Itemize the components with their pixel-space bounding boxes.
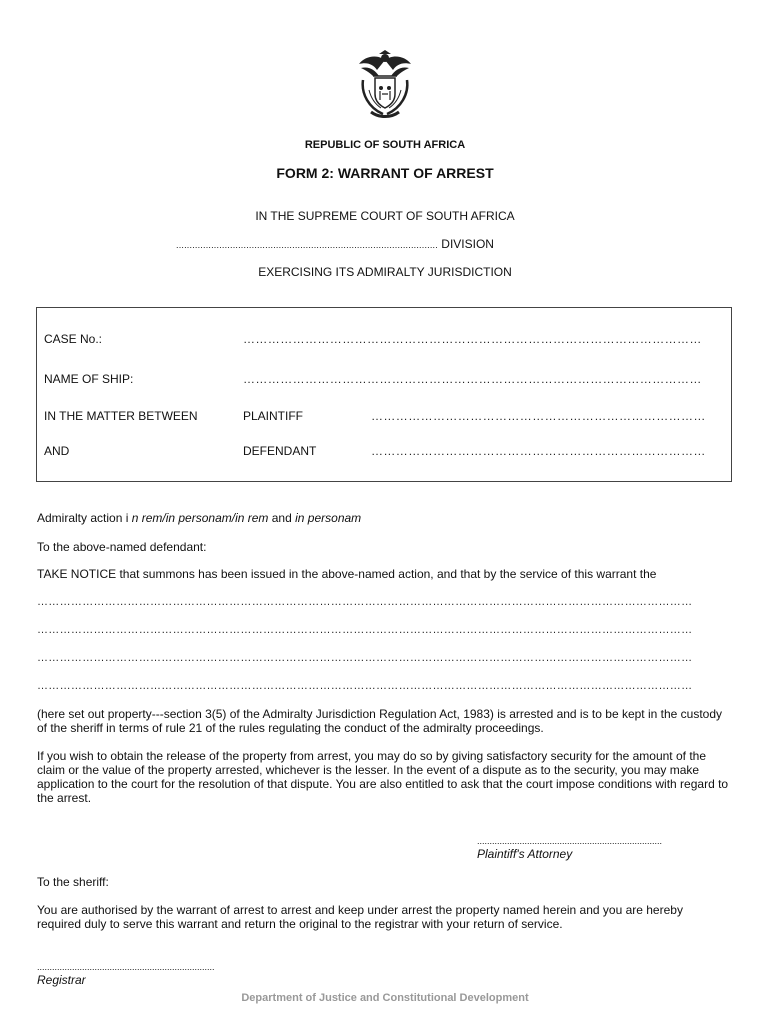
matter-between-label: IN THE MATTER BETWEEN [44, 409, 198, 423]
division-blank[interactable]: ................................................................................................. [176, 240, 438, 250]
release-paragraph: If you wish to obtain the release of the property from arrest, you may do so by giving satisfactory security for the amount of the claim or the value of the property arrested, whichever is the lesser. In the event of a dispute as to the security, you may make application to the court for the resolution of that dispute. You are also entitled to ask that the court impose conditions with regard to the arrest. [37, 749, 729, 805]
property-blank-line-4[interactable]: ………………………………………………………………………………………………………………………………………………………… [37, 680, 693, 692]
notice-text: TAKE NOTICE that summons has been issued in the above-named action, and that by the service of this warrant the [37, 567, 657, 581]
case-no-field[interactable]: ………………………………………………………………………………………………… [243, 332, 702, 346]
action-and: and [268, 511, 296, 525]
and-label: AND [44, 444, 70, 458]
attorney-label: Plaintiff's Attorney [477, 847, 573, 861]
ship-name-label: NAME OF SHIP: [44, 372, 134, 386]
department-footer: Department of Justice and Constitutional Development [241, 992, 529, 1004]
registrar-label: Registrar [37, 973, 86, 987]
registrar-signature-line[interactable]: ....................................................................... [37, 962, 215, 972]
country-heading: REPUBLIC OF SOUTH AFRICA [304, 139, 466, 151]
form-title: FORM 2: WARRANT OF ARREST [276, 165, 494, 181]
defendant-label: DEFENDANT [243, 444, 317, 458]
division-line [176, 237, 494, 251]
division-label: DIVISION [441, 237, 494, 251]
court-name: IN THE SUPREME COURT OF SOUTH AFRICA [255, 209, 515, 223]
jurisdiction-heading: EXERCISING ITS ADMIRALTY JURISDICTION [258, 265, 512, 279]
action-type-line [37, 511, 737, 525]
ship-name-field[interactable]: ………………………………………………………………………………………………… [243, 372, 702, 386]
defendant-addressee: To the above-named defendant: [37, 540, 207, 554]
coat-of-arms-logo [355, 50, 415, 120]
property-paragraph: (here set out property---section 3(5) of the Admiralty Jurisdiction Regulation Act, 1983) is arrested and is to be kept in the custody of the sheriff in terms of rule 21 of the rules regulating the conduct of the admiralty proceedings. [37, 707, 723, 735]
property-blank-line-1[interactable]: ………………………………………………………………………………………………………………………………………………………… [37, 596, 693, 608]
case-details-box [36, 307, 732, 482]
property-blank-line-3[interactable]: ………………………………………………………………………………………………………………………………………………………… [37, 652, 693, 664]
plaintiff-label: PLAINTIFF [243, 409, 304, 423]
defendant-field[interactable]: ……………………………………………………………………… [371, 444, 706, 458]
case-no-label: CASE No.: [44, 332, 103, 346]
action-type-options: n rem/in personam/in rem [131, 511, 269, 525]
sheriff-paragraph: You are authorised by the warrant of arrest to arrest and keep under arrest the property named herein and you are hereby required duly to serve this warrant and return the original to the registrar with your return of service. [37, 903, 683, 931]
attorney-signature-line[interactable]: .......................................................................... [477, 836, 663, 846]
plaintiff-field[interactable]: ……………………………………………………………………… [371, 409, 706, 423]
sheriff-addressee: To the sheriff: [37, 875, 109, 889]
action-prefix: Admiralty action i [37, 511, 132, 525]
action-type-personam: in personam [295, 511, 362, 525]
property-blank-line-2[interactable]: ………………………………………………………………………………………………………………………………………………………… [37, 624, 693, 636]
